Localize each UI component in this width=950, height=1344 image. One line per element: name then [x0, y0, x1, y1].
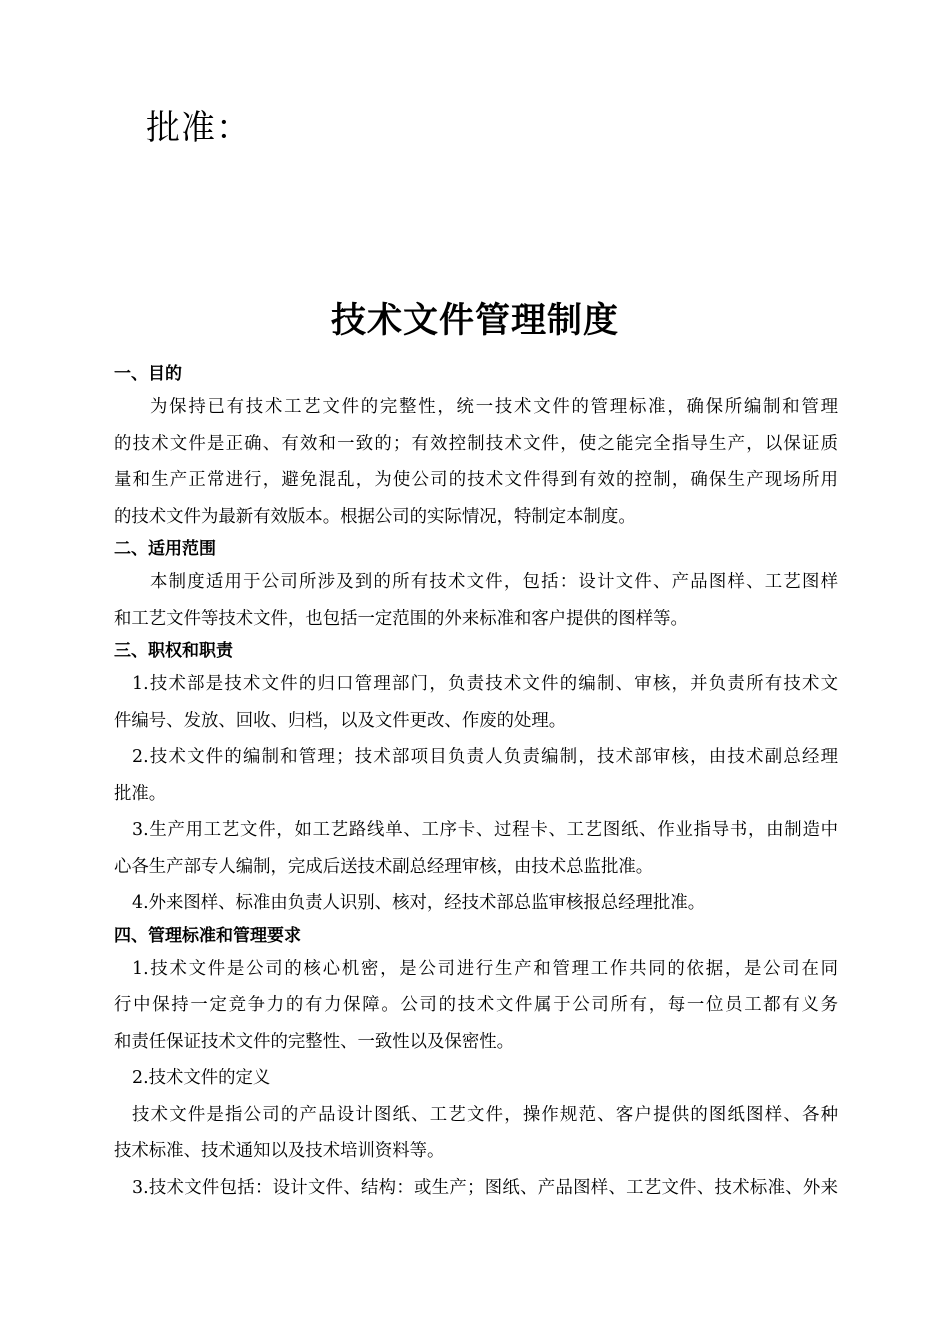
- responsibilities-list: [114, 666, 838, 922]
- list-item-line: 3.技术文件包括：设计文件、结构：或生产；图纸、产品图样、工艺文件、技术标准、外来: [132, 1177, 838, 1198]
- standards-list: [114, 951, 838, 1207]
- list-item-line: 件编号、发放、回收、归档，以及文件更改、作废的处理。: [114, 710, 567, 731]
- section-heading-purpose: 一、目的: [114, 364, 182, 384]
- paragraph-line: 的技术文件是正确、有效和一致的；有效控制技术文件，使之能完全指导生产，以保证质: [114, 433, 838, 454]
- purpose-paragraph: [114, 389, 838, 535]
- list-item-line: 批准。: [114, 783, 167, 804]
- list-item-line: 行中保持一定竞争力的有力保障。公司的技术文件属于公司所有，每一位员工都有义务: [114, 995, 838, 1015]
- list-item-line: 技术标准、技术通知以及技术培训资料等。: [114, 1141, 445, 1161]
- section-heading-standards: 四、管理标准和管理要求: [114, 925, 301, 946]
- paragraph-line: 和工艺文件等技术文件，也包括一定范围的外来标准和客户提供的图样等。: [114, 608, 688, 629]
- list-item-line: 和责任保证技术文件的完整性、一致性以及保密性。: [114, 1031, 514, 1052]
- list-item-line: 4.外来图样、标准由负责人识别、核对，经技术部总监审核报总经理批准。: [132, 893, 706, 913]
- paragraph-line: 量和生产正常进行，避免混乱，为使公司的技术文件得到有效的控制，确保生产现场所用: [114, 470, 838, 490]
- scope-paragraph: [114, 564, 838, 637]
- list-item-line: 技术文件是指公司的产品设计图纸、工艺文件，操作规范、客户提供的图纸图样、各种: [132, 1104, 838, 1125]
- document-body: [114, 360, 838, 1206]
- paragraph-line: 为保持已有技术工艺文件的完整性，统一技术文件的管理标准，确保所编制和管理: [150, 397, 838, 417]
- section-heading-responsibilities: 三、职权和职责: [114, 641, 233, 661]
- approval-label: 批准：: [146, 108, 251, 148]
- paragraph-line: 的技术文件为最新有效版本。根据公司的实际情况，特制定本制度。: [114, 506, 636, 527]
- section-heading-scope: 二、适用范围: [114, 539, 216, 559]
- document-title: 技术文件管理制度: [330, 301, 619, 341]
- list-item-line: 1.技术文件是公司的核心机密，是公司进行生产和管理工作共同的依据，是公司在同: [132, 958, 838, 979]
- paragraph-line: 本制度适用于公司所涉及到的所有技术文件，包括：设计文件、产品图样、工艺图样: [150, 572, 838, 592]
- list-item-line: 3.生产用工艺文件，如工艺路线单、工序卡、过程卡、工艺图纸、作业指导书，由制造中: [132, 820, 838, 840]
- list-item-line: 1.技术部是技术文件的归口管理部门，负责技术文件的编制、审核，并负责所有技术文: [132, 674, 838, 694]
- list-item-line: 心各生产部专人编制，完成后送技术副总经理审核，由技术总监批准。: [114, 856, 654, 877]
- list-item-line: 2.技术文件的编制和管理；技术部项目负责人负责编制，技术部审核，由技术副总经理: [132, 747, 838, 767]
- list-item-line: 2.技术文件的定义: [132, 1068, 271, 1088]
